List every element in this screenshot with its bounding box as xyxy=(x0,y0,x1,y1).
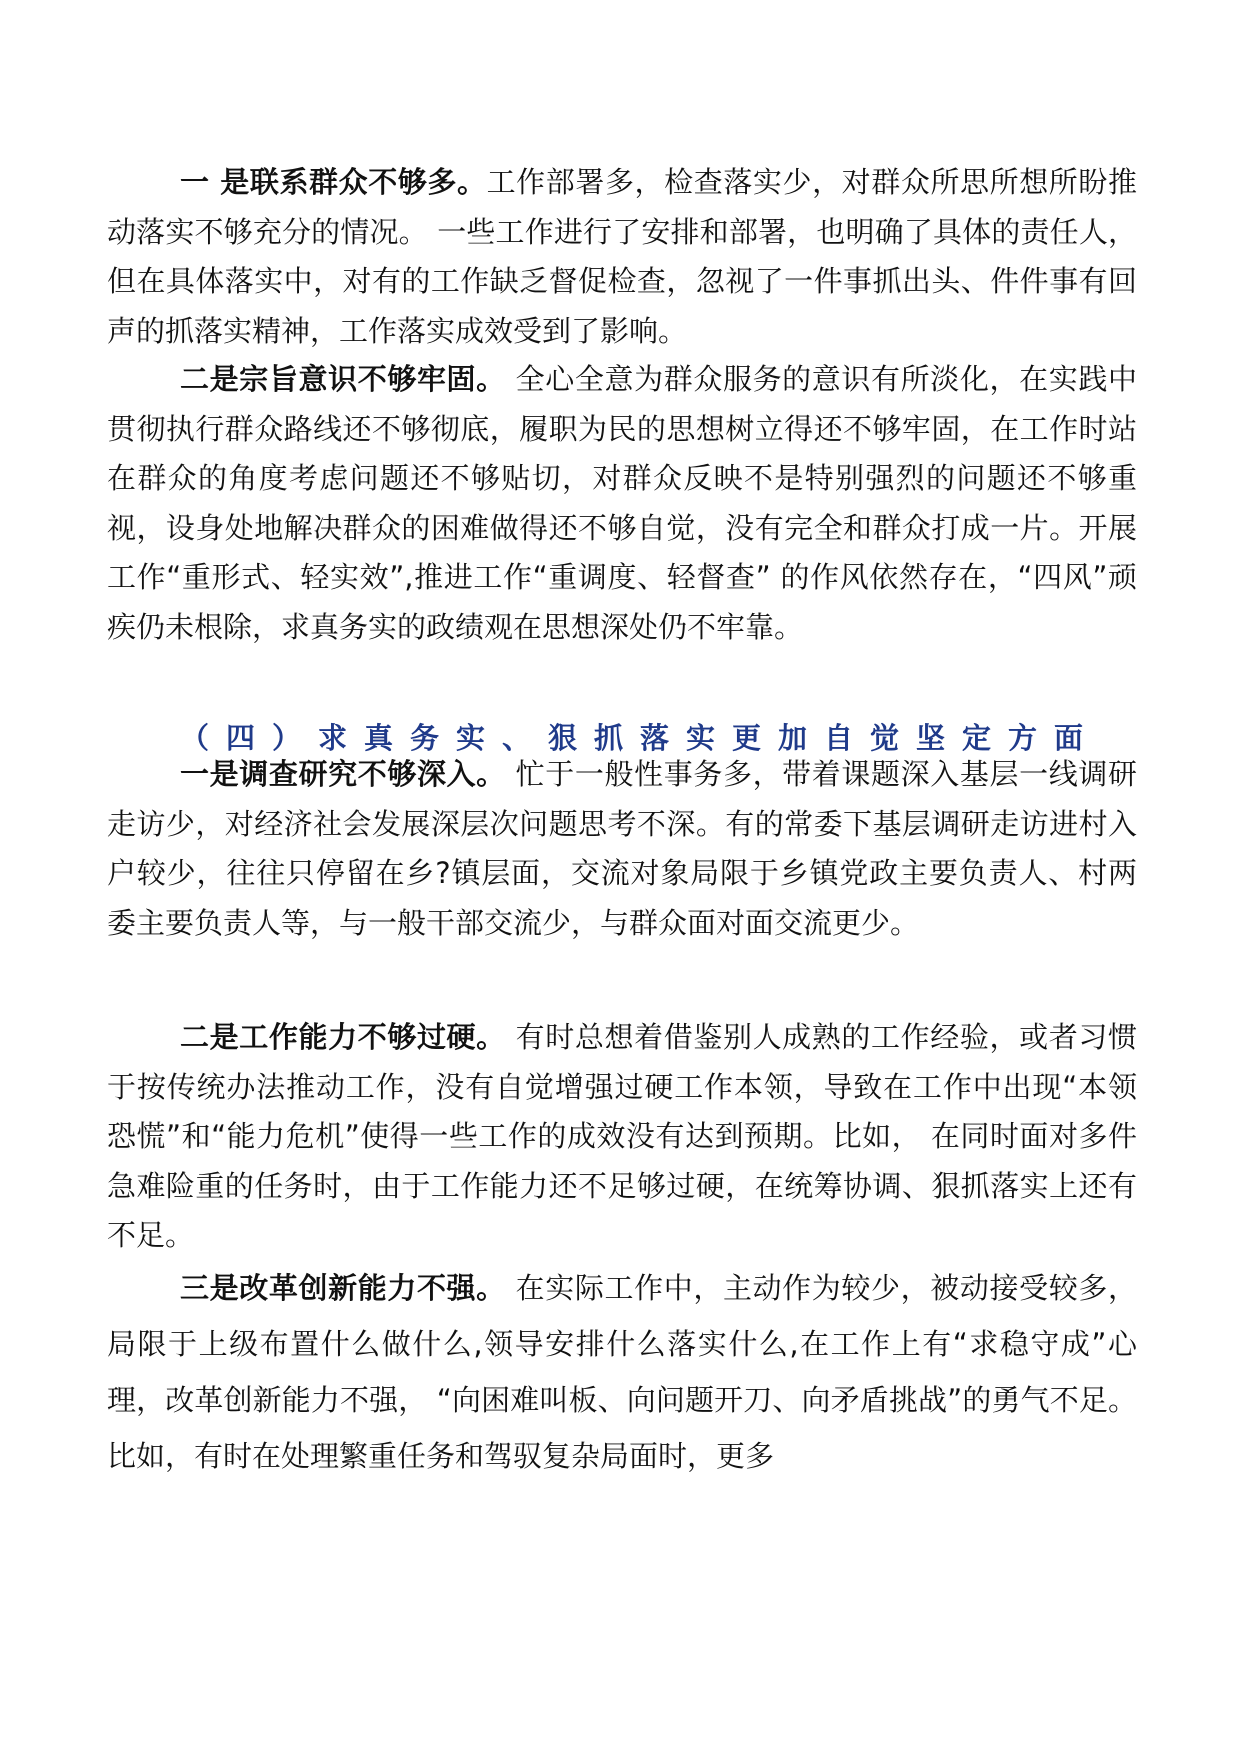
paragraph-body: 忙于一般性事务多，带着课题深入基层一线调研走访少，对经济社会发展深层次问题思考不深。有的常委下基层调研走访进村入户较少，往往只停留在乡?镇层面，交流对象局限于乡镇党政主要负责人、村两委主要负责人等，与一般干部交流少，与群众面对面交流更少。 xyxy=(107,757,1137,940)
paragraph-lead: 一是调查研究不够深入。 xyxy=(180,757,506,791)
paragraph-body: 工作部署多，检查落实少，对群众所思所想所盼推动落实不够充分的情况。 一些工作进行了安排和部署，也明确了具体的责任人，但在具体落实中，对有的工作缺乏督促检查，忽视了一件事抓出头、件件事有回声的抓落实精神，工作落实成效受到了影响。 xyxy=(107,165,1137,348)
paragraph-lead: 二是工作能力不够过硬。 xyxy=(180,1020,506,1054)
paragraph-reform-innovation xyxy=(107,1260,1137,1484)
paragraph-purpose-awareness xyxy=(107,355,1137,652)
paragraph-work-ability xyxy=(107,1013,1137,1261)
paragraph-body: 全心全意为群众服务的意识有所淡化，在实践中贯彻执行群众路线还不够彻底，履职为民的思想树立得还不够牢固，在工作时站在群众的角度考虑问题还不够贴切，对群众反映不是特别强烈的问题还不够重视，设身处地解决群众的困难做得还不够自觉，没有完全和群众打成一片。开展工作“重形式、轻实效”,推进工作“重调度、轻督查” 的作风依然存在，“四风”顽疾仍未根除，求真务实的政绩观在思想深处仍不牢靠。 xyxy=(107,362,1137,644)
paragraph-lead: 一 是联系群众不够多。 xyxy=(180,165,487,199)
paragraph-research xyxy=(107,750,1137,948)
paragraph-lead: 二是宗旨意识不够牢固。 xyxy=(180,362,506,396)
paragraph-lead: 三是改革创新能力不强。 xyxy=(180,1271,506,1305)
paragraph-contact-masses xyxy=(107,158,1137,356)
section-heading: （四）求真务实、狠抓落实更加自觉坚定方面 xyxy=(180,721,1101,755)
paragraph-body: 有时总想着借鉴别人成熟的工作经验，或者习惯于按传统办法推动工作，没有自觉增强过硬工作本领，导致在工作中出现“本领恐慌”和“能力危机”使得一些工作的成效没有达到预期。比如， 在同时面对多件急难险重的任务时，由于工作能力还不足够过硬，在统筹协调、狠抓落实上还有不足。 xyxy=(107,1020,1137,1252)
paragraph-body: 在实际工作中，主动作为较少，被动接受较多，局限于上级布置什么做什么,领导安排什么落实什么,在工作上有“求稳守成”心理，改革创新能力不强， “向困难叫板、向问题开刀、向矛盾挑战”的勇气不足。比如，有时在处理繁重任务和驾驭复杂局面时，更多 xyxy=(107,1271,1137,1473)
